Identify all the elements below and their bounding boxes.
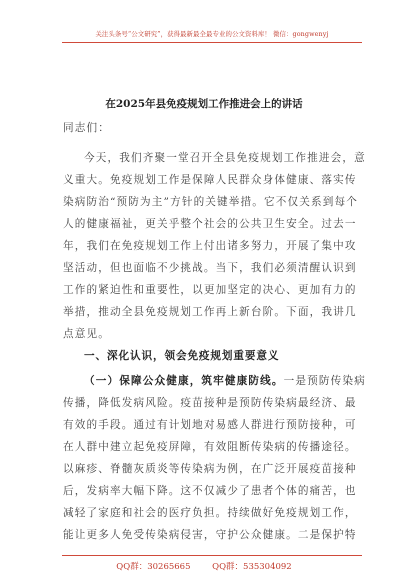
footer-divider	[62, 555, 362, 556]
paragraph2-text: 一是预防传染病	[283, 375, 366, 387]
paragraph2-line: 减轻了家庭和社会的医疗负担。持续做好免疫规划工作，	[63, 507, 357, 519]
paragraph1-line: 工作的紧迫性和重要性，以更加坚定的决心、更加有力的	[63, 284, 357, 296]
subsection-heading: （一）保障公众健康，筑牢健康防线。	[84, 375, 284, 387]
paragraph2-first-line	[84, 373, 366, 388]
document-title: 在2025年县免疫规划工作推进会上的讲话	[105, 98, 303, 110]
document-footer	[0, 555, 408, 573]
header-promo-text: 关注头条号“公文研究”，获得最新最全最专业的公文资料库！ 微信：gongwenyj	[95, 30, 329, 38]
greeting: 同志们：	[63, 122, 110, 134]
footer-qq-groups: QQ群：30265665 QQ群：535304092	[116, 562, 292, 572]
header-divider	[62, 42, 362, 43]
paragraph1-line: 举措，推动全县免疫规划工作再上新台阶。下面，我讲几	[63, 306, 357, 318]
paragraph2-line: 传播，降低发病风险。疫苗接种是预防传染病最经济、最	[63, 397, 357, 409]
paragraph2-line: 能让更多人免受传染病侵害，守护公众健康。二是保护特	[63, 529, 357, 541]
paragraph2-line: 后，发病率大幅下降。这不仅减少了患者个体的痛苦，也	[63, 485, 357, 497]
paragraph1-line: 义重大。免疫规划工作是保障人民群众身体健康、落实传	[63, 174, 357, 186]
paragraph2-line: 在人群中建立起免疫屏障，有效阻断传染病的传播途径。	[63, 441, 357, 453]
document-header	[62, 29, 362, 43]
paragraph1-line: 今天，我们齐聚一堂召开全县免疫规划工作推进会，意	[84, 152, 366, 164]
paragraph1-line: 点意见。	[63, 328, 110, 340]
paragraph1-line: 染病防治“预防为主”方针的关键举措。它不仅关系到每个	[63, 196, 358, 208]
paragraph1-line: 坚活动，但也面临不少挑战。当下，我们必须清醒认识到	[63, 262, 357, 274]
paragraph2-line: 有效的手段。通过有计划地对易感人群进行预防接种，可	[63, 419, 357, 431]
paragraph1-line: 年，我们在免疫规划工作上付出诸多努力，开展了集中攻	[63, 240, 357, 252]
section-heading: 一、深化认识，领会免疫规划重要意义	[84, 350, 280, 362]
paragraph1-line: 人的健康福祉，更关乎整个社会的公共卫生安全。过去一	[63, 218, 357, 230]
paragraph2-line: 以麻疹、脊髓灰质炎等传染病为例，在广泛开展疫苗接种	[63, 463, 357, 475]
